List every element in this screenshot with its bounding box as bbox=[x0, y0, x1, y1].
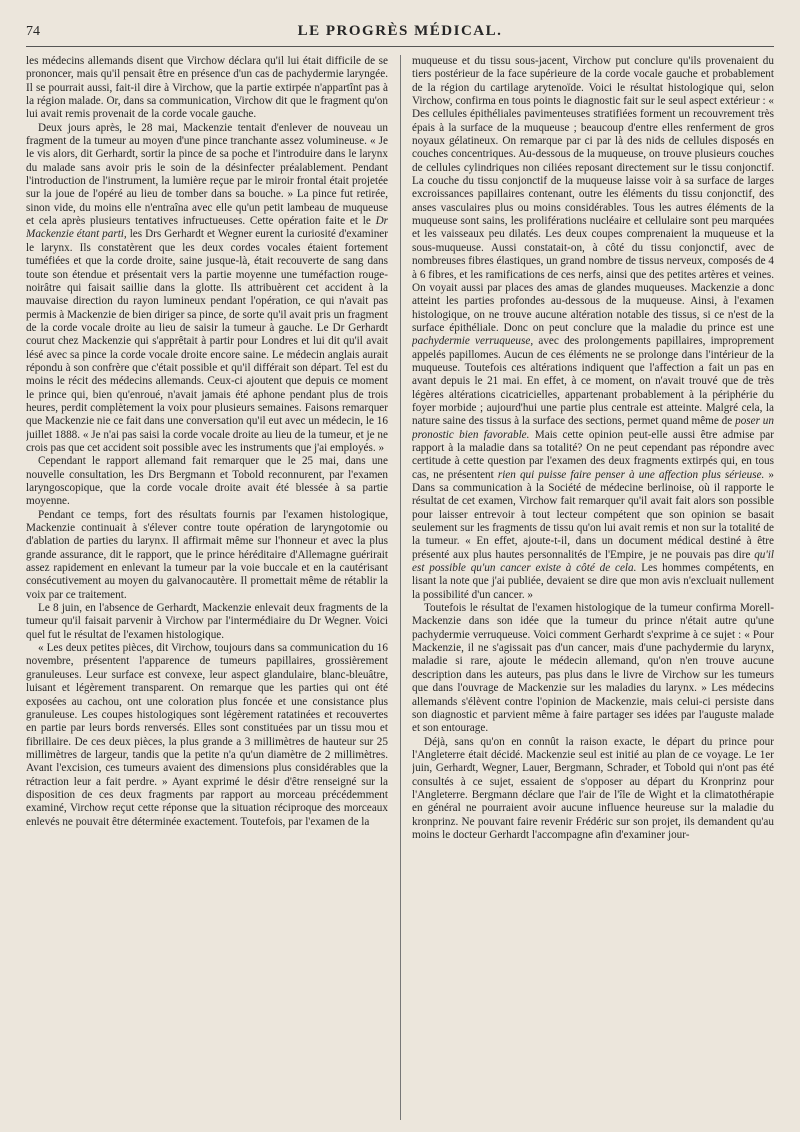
paragraph bbox=[26, 122, 388, 456]
paragraph bbox=[412, 55, 774, 602]
paragraph-text: les Drs Gerhardt et Wegner eurent la curiosité d'examiner le larynx. Ils constatèrent que les deux cordes vocales étaient fortement tuméfiées et que la corde droite, saine jusque-là, était recouverte de sang dans toute son étendue et présentait vers la partie moyenne une tuméfaction rouge-noirâtre qui faisait saillie dans la glotte. Ils attribuèrent cet accident à la mauvaise direction du rayon lumineux pendant l'opération, ce qui n'avait pas permis à Mackenzie de bien diriger sa pince, de sorte qu'il avait pris un fragment de la corde vocale droite au lieu de saisir la tumeur à gauche. Le Dr Gerhardt courut chez Mackenzie qui s'apprêtait à partir pour Londres et lui dit qu'il avait lésé avec sa pince la corde vocale droite encore saine. Le médecin anglais aurait répondu à son confrère que c'était possible et qu'il différait son départ. Tel est du moins le récit des médecins allemands. Ceux-ci ajoutent que depuis ce moment le prince qui, bien qu'enroué, n'avait jamais été aphone pendant plus de trois heures, perdit complètement la voix pour plusieurs semaines. Faisons remarquer que Mackenzie nie ce fait dans une conversation qu'il eut avec un médecin, le 16 juillet 1888. « Je n'ai pas saisi la corde vocale droite au lieu de la tumeur, et je ne crois pas que cet accident soit possible avec les instruments que j'ai employés. » bbox=[26, 228, 388, 454]
paragraph-text: » Dans sa communication à la Société de médecine berlinoise, où il rapporte le résultat de cet examen, Virchow fait remarquer qu'il avait fait alors son possible pour laisser entrevoir à tout lecteur compétent que son opinion se basait seulement sur les fragments de tissu qu'on lui avait remis et non sur la totalité de la tumeur. « En effet, ajoute-t-il, dans un document médical destiné à être présenté aux plus hautes personnalités de l'Empire, je ne pouvais pas dire bbox=[412, 468, 774, 561]
journal-title: LE PROGRÈS MÉDICAL. bbox=[297, 23, 503, 39]
paragraph-text: Mais cette opinion peut-elle aussi être admise par rapport à la maladie dans sa totalité? On ne peut cependant pas répondre avec certitude à cette question par l'examen des deux fragments extirpés qui, en tous cas, ne présentent bbox=[412, 428, 774, 481]
italic-phrase: qu'il est possible qu'un cancer existe à côté de cela. bbox=[412, 548, 774, 575]
italic-phrase: rien qui puisse faire penser à une affection plus sérieuse. bbox=[497, 468, 765, 481]
paragraph: Toutefois le résultat de l'examen histologique de la tumeur confirma Morell-Mackenzie dans son idée que la tumeur du prince n'était autre qu'une pachydermie verruqueuse. Voici comment Gerhardt s'exprime à ce sujet : « Pour Mackenzie, il ne s'agissait pas d'un cancer, mais d'une pachydermie du larynx, maladie si rare, ajoute le médecin allemand, qu'on n'en trouve aucune description dans les auteurs, pas plus dans le livre de Virchow sur les tumeurs que dans l'ouvrage de Mackenzie sur les maladies du larynx. » Les médecins allemands s'élèvent contre l'opinion de Mackenzie, mais celui-ci persiste dans son diagnostic et parvient même à faire partager ses idées par l'auguste malade et son entourage. bbox=[412, 602, 774, 735]
paragraph: Le 8 juin, en l'absence de Gerhardt, Mackenzie enlevait deux fragments de la tumeur qu'il faisait parvenir à Virchow par l'intermédiaire du Dr Wegner. Voici quel fut le résultat de l'examen histologique. bbox=[26, 602, 388, 641]
paragraph-text: avec des prolongements papillaires, improprement appelés papillomes. Aucun de ces éléments ne se prolonge dans l'intérieur de la muqueuse. Toutefois ces altérations indiquent que l'affection a fait un pas en avant depuis le 21 mai. En effet, à ce moment, on n'avait trouvé que de très légères altérations cicatricielles, appartenant probablement à la périphérie du foyer morbide ; aujourd'hui une partie plus centrale est atteinte. Malgré cela, la nature saine des tissus à la surface des sections, permet quand même de bbox=[412, 335, 774, 428]
paragraph: Pendant ce temps, fort des résultats fournis par l'examen histologique, Mackenzie continuait à s'élever contre toute opération de laryngotomie ou d'ablation de parties du larynx. Il affirmait même sur l'honneur et avec la plus grande assurance, dit le rapport, que le prince héréditaire d'Allemagne guérirait assez rapidement en enlevant la tumeur par la voie buccale et en la cautérisant consécutivement au moyen du galvanocautère. Il promettait même de rétablir la voix par ce traitement. bbox=[26, 508, 388, 601]
paragraph: « Les deux petites pièces, dit Virchow, toujours dans sa communication du 16 novembre, présentent l'apparence de tumeurs papillaires, grossièrement granuleuses. Leur surface est convexe, leur aspect glandulaire, blanc-bleuâtre, luisant et légèrement transparent. On remarque que les parties qui ont été exposées au cachou, ont une coloration plus foncée et une consistance plus granuleuse. Les coupes histologiques sont légèrement ratatinées et recouvertes en partie par leurs bords renversés. Elles sont constituées par un tissu mou et fibrillaire. De ces deux pièces, la plus grande a 3 millimètres de hauteur sur 25 millimètres de largeur, tandis que la petite n'a qu'un diamètre de 2 millimètres. Avant l'excision, ces tumeurs avaient des dimensions plus considérables que la rétraction leur a fait perdre. » Ayant exprimé le désir d'être renseigné sur la disposition de ces deux fragments par rapport au morceau précédemment examiné, Virchow reçut cette réponse que la situation réciproque des morceaux enlevés ne pouvait être déterminée exactement. Toutefois, par l'examen de la bbox=[26, 642, 388, 828]
paragraph-text: muqueuse et du tissu sous-jacent, Virchow put conclure qu'ils provenaient du tiers postérieur de la face supérieure de la corde vocale gauche et probablement de la région du cartilage arytenoïde. Voici le résultat histologique qui, selon Virchow, confirma en tous points le diagnostic fait sur le seul aspect extérieur : « Des cellules épithéliales pavimenteuses stratifiées forment un recouvrement très épais à la surface de la muqueuse ; beaucoup d'entre elles renferment de gros noyaux gélatineux. On remarque par ci par là des nids de cellules disposés en couches concentriques. Au-dessous de la muqueuse, on trouve plusieurs couches de cellules cylindriques non ciliées reposant directement sur le tissu conjonctif. La couche du tissu conjonctif de la muqueuse laisse voir à sa surface de larges excroissances papillaires contenant, outre les éléments du tissu conjonctif, des anses vasculaires plus ou moins considérables. Tous les autres éléments de la muqueuse sont sains, les proliférations nucléaire et cellulaire sont peu marquées et les vaisseaux peu dilatés. Les deux coupes comprenaient la muqueuse et la sous-muqueuse. Aussi constatait-on, à côté du tissu conjonctif, avec de nombreuses fibres élastiques, un grand nombre de tissus nerveux, composés de 4 à 6 fibres, et les ramifications de ces nerfs, ainsi que des petites artères et veines. On voyait aussi par places des amas de glandes muqueuses. Mackenzie a donc atteint les parties profondes au-dessous de la muqueuse. Ainsi, à l'examen histologique, on ne trouve aucune altération notable des tissus, si ce n'est de la surface épithéliale. Donc on peut conclure que la maladie du prince est une bbox=[412, 55, 774, 334]
paragraph: Déjà, sans qu'on en connût la raison exacte, le départ du prince pour l'Angleterre était décidé. Mackenzie seul est initié au plan de ce voyage. Le 1er juin, Gerhardt, Wegner, Lauer, Bergmann, Schrader, et Tobold qui n'ont pas été consultés à ce sujet, essaient de s'opposer au départ du Kronprinz pour l'Angleterre. Bergmann déclare que l'air de l'île de Wight et la climatothérapie en général ne pourraient avoir aucune influence heureuse sur la maladie du kronprinz. Ne pouvant faire revenir Frédéric sur son projet, ils demandent qu'au moins le docteur Gerhardt l'accompagne afin d'examiner jour- bbox=[412, 735, 774, 841]
paragraph: Cependant le rapport allemand fait remarquer que le 25 mai, dans une nouvelle consultation, les Drs Bergmann et Tobold reconnurent, par l'examen laryngoscopique, que la corde vocale droite avait été blessée à sa partie moyenne. bbox=[26, 455, 388, 508]
column-divider bbox=[400, 55, 401, 1120]
italic-phrase: pachydermie verruqueuse, bbox=[412, 335, 534, 348]
right-column bbox=[412, 55, 774, 1120]
page-number: 74 bbox=[26, 24, 40, 39]
paragraph-text: Deux jours après, le 28 mai, Mackenzie tentait d'enlever de nouveau un fragment de la tumeur au moyen d'une pince tranchante assez volumineuse. « Je le vis alors, dit Gerhardt, sortir la pince de sa poche et l'introduire dans le larynx du malade sans avoir pris le soin de la désinfecter préalablement. Pendant l'introduction de l'instrument, la lumière reçue par le miroir frontal était projetée sur la joue de l'opéré au lieu de tomber dans sa bouche. » La pince fut retirée, sinon vide, du moins elle n'entraîna avec elle qu'un petit lambeau de muqueuse et cela après plusieurs tentatives infructueuses. Cette opération faite et le bbox=[26, 121, 388, 228]
paragraph-text: Les hommes compétents, en lisant la note que j'ai publiée, devaient se dire que mon avis n'excluait nullement la possibilité d'un cancer. » bbox=[412, 562, 774, 601]
italic-phrase: Dr Mackenzie étant parti, bbox=[26, 215, 388, 241]
italic-phrase: poser un pronostic bien favorable. bbox=[412, 415, 774, 441]
page-header bbox=[26, 22, 774, 47]
paragraph: les médecins allemands disent que Virchow déclara qu'il lui était difficile de se prononcer, mais qu'il pensait être en présence d'un cas de pachydermie laryngée. Il se pourrait aussi, fait-il dire à Virchow, que la partie extirpée n'appartînt pas à la région malade. Or, dans sa communication, Virchow dit que le fragment qu'on lui avait remis provenait de la corde vocale gauche. bbox=[26, 55, 388, 121]
left-column bbox=[26, 55, 388, 1120]
text-columns bbox=[26, 55, 774, 1120]
